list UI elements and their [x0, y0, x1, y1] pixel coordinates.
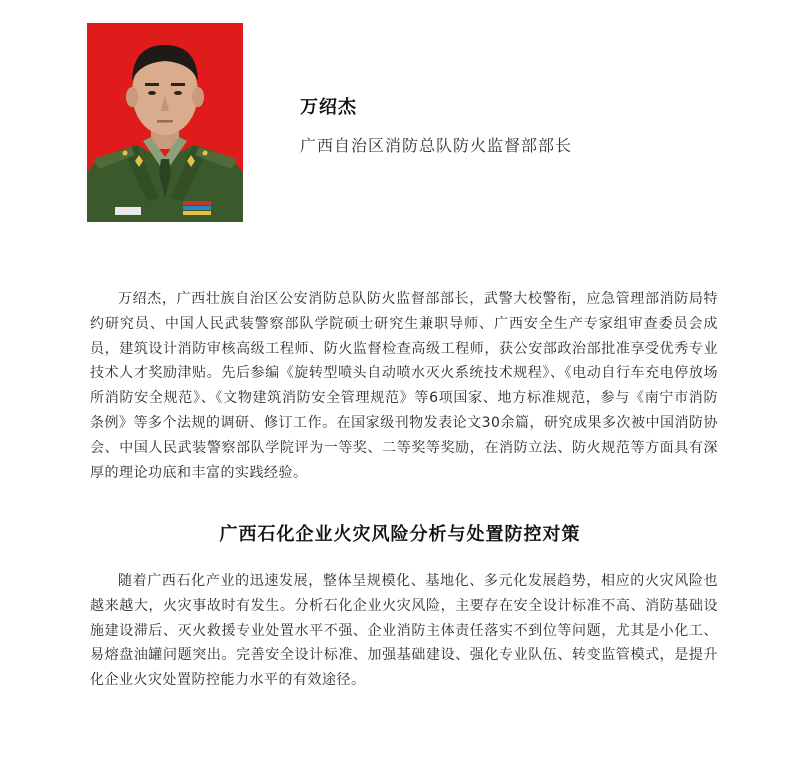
person-name: 万绍杰 [300, 97, 357, 118]
talk-title: 广西石化企业火灾风险分析与处置防控对策 [219, 524, 581, 545]
portrait-photo [87, 23, 243, 222]
biography-paragraph: 万绍杰，广西壮族自治区公安消防总队防火监督部部长，武警大校警衔，应急管理部消防局特约研究员、中国人民武装警察部队学院硕士研究生兼职导师、广西安全生产专家组审查委员会成员，建筑设计消防审核高级工程师、防火监督检查高级工程师，获公安部政治部批准享受优秀专业技术人才奖励津贴。先后参编《旋转型喷头自动喷水灭火系统技术规程》、《电动自行车充电停放场所消防安全规范》、《文物建筑消防安全管理规范》等6项国家、地方标准规范，参与《南宁市消防条例》等多个法规的调研、修订工作。在国家级刊物发表论文30余篇，研究成果多次被中国消防协会、中国人民武装警察部队学院评为一等奖、二等奖等奖励，在消防立法、防火规范等方面具有深厚的理论功底和丰富的实践经验。 [90, 291, 718, 481]
portrait-illustration [87, 23, 243, 222]
person-position: 广西自治区消防总队防火监督部部长 [300, 136, 573, 155]
talk-abstract-paragraph: 随着广西石化产业的迅速发展，整体呈规模化、基地化、多元化发展趋势，相应的火灾风险也越来越大，火灾事故时有发生。分析石化企业火灾风险，主要存在安全设计标准不高、消防基础设施建设滞后、灭火救援专业处置水平不强、企业消防主体责任落实不到位等问题，尤其是小化工、易熔盘油罐问题突出。完善安全设计标准、加强基础建设、强化专业队伍、转变监管模式，是提升化企业火灾处置防控能力水平的有效途径。 [90, 573, 718, 689]
